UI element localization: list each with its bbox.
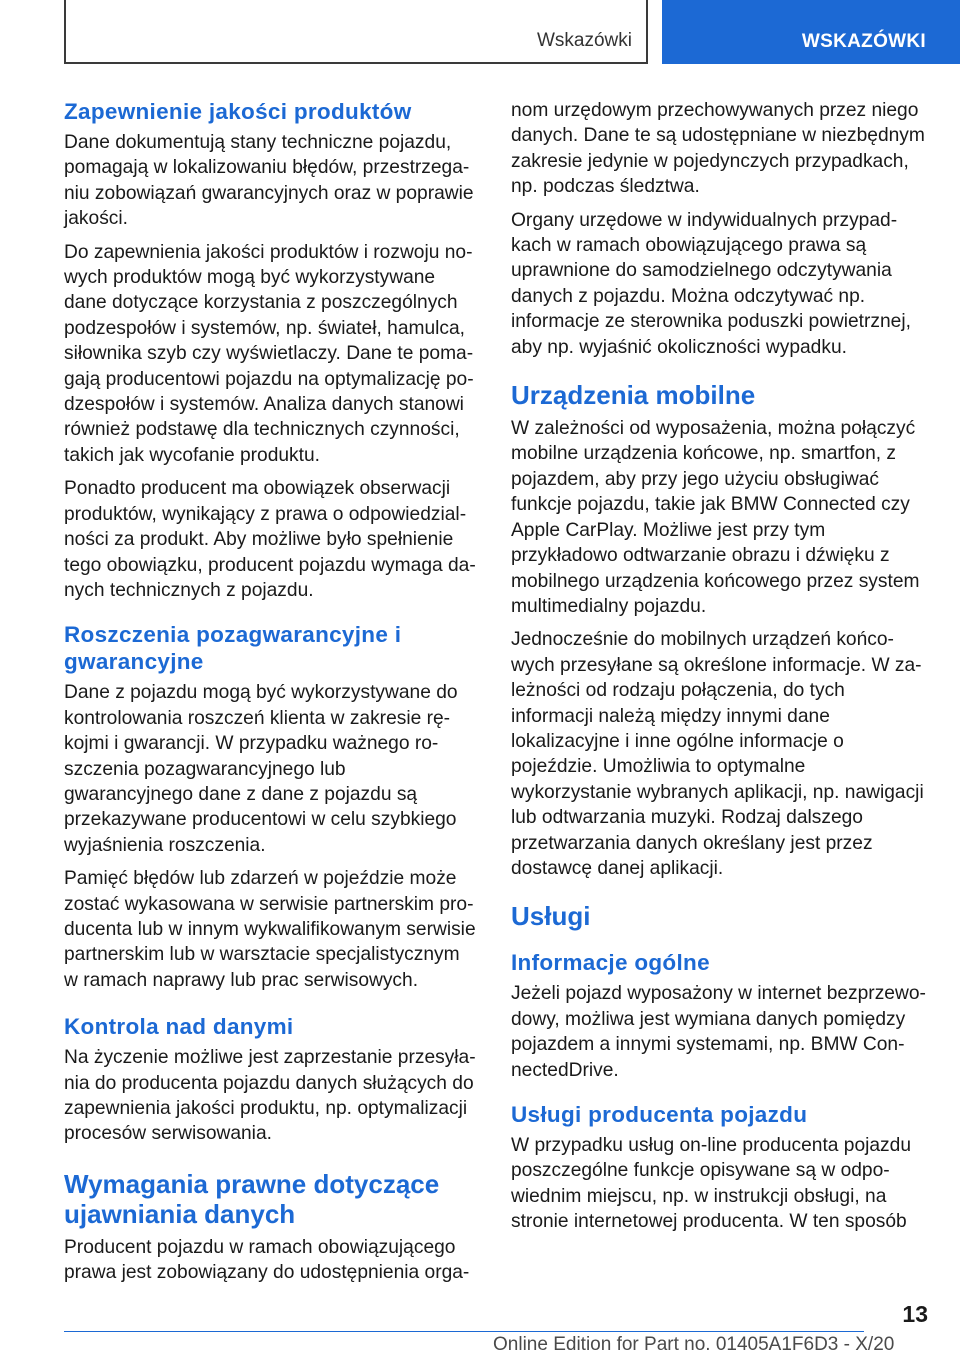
paragraph: Dane z pojazdu mogą być wykorzystywane do kontrolowania roszczeń klienta w zakresie rękojmi i gwarancji. W przypadku ważnego roszczenia pozagwarancyjnego lub gwarancyjnego dane z dane z pojazdu są przekazywane producentowi w celu szybkiego wyjaśnienia roszczenia. [64,682,458,856]
heading-services: Usługi [511,901,591,932]
section-label: Wskazówki [536,30,632,51]
heading-mobile-devices: Urządzenia mobilne [511,380,756,411]
right-column [511,98,929,1243]
paragraph: Jednocześnie do mobilnych urządzeń końcowych przesyłane są określone informacje. W zależności od rodzaju połączenia, do tych informacji należą między innymi dane lokalizacyjne i inne ogólne informacje o pojeździe. Umożliwia to optymalne wykorzystanie wybranych aplikacji, np. nawigacji lub odtwarzania muzyki. Rodzaj dalszego przetwarzania danych określany jest przez dostawcę danej aplikacji. [511,629,924,879]
paragraph: Ponadto producent ma obowiązek obserwacji produktów, wynikający z prawa o odpowiedzialności za produkt. Aby możliwe było spełnienie tego obowiązku, producent pojazdu wymaga danych technicznych z pojazdu. [64,478,476,601]
paragraph: Pamięć błędów lub zdarzeń w pojeździe może zostać wykasowana w serwisie partnerskim producenta lub w innym wykwalifikowanym serwisie partnerskim lub w warsztacie specjalistycznym w ramach naprawy lub prac serwisowych. [64,868,476,991]
paragraph: W zależności od wyposażenia, można połączyć mobilne urządzenia końcowe, np. smartfon, z pojazdem, aby przy jego użyciu obsługiwać funkcje pojazdu, takie jak BMW Connected czy Apple CarPlay. Możliwe jest przy tym przykładowo odtwarzanie obrazu i dźwięku z mobilnego urządzenia końcowego przez system multimedialny pojazdu. [511,418,920,617]
section-tab[interactable] [662,0,960,64]
heading-legal-requirements: Wymagania prawne dotyczące ujawniania danych [64,1168,440,1229]
paragraph: Do zapewnienia jakości produktów i rozwoju nowych produktów mogą być wykorzystywane dane dotyczące korzystania z poszczególnych podzespołów i systemów, np. świateł, hamulca, siłownika szyb czy wyświetlaczy. Dane te pomagają producentowi pojazdu na optymalizację podzespołów i systemów. Analiza danych stanowi również podstawę dla technicznych czynności, takich jak wycofanie produktu. [64,241,474,466]
paragraph: nom urzędowym przechowywanych przez niego danych. Dane te są udostępniane w niezbędnym zakresie jedynie w pojedynczych przypadkach, np. podczas śledztwa. [511,100,925,198]
heading-data-control: Kontrola nad danymi [64,1014,294,1040]
left-column [64,98,478,1294]
paragraph: Na życzenie możliwe jest zaprzestanie przesyłania do producenta pojazdu danych służących do zapewnienia jakości produktu, np. optymalizacji procesów serwisowania. [64,1047,476,1145]
paragraph: W przypadku usług on-line producenta pojazdu poszczególne funkcje opisywane są w odpowiednim miejscu, np. w instrukcji obsługi, na stronie internetowej producenta. W ten sposób [511,1135,911,1233]
footer-divider [64,1331,864,1332]
page-number: 13 [902,1301,928,1327]
heading-product-quality: Zapewnienie jakości produktów [64,99,412,124]
paragraph: Producent pojazdu w ramach obowiązującego prawa jest zobowiązany do udostępnienia orga- [64,1236,470,1284]
heading-producer-services: Usługi producenta pojazdu [511,1102,808,1127]
heading-general-info: Informacje ogólne [511,950,710,976]
header-frame [64,0,648,64]
heading-warranty-claims: Roszczenia pozagwarancyjne i gwarancyjne [64,622,402,675]
paragraph: Jeżeli pojazd wyposażony w internet bezprzewodowy, możliwa jest wymiana danych pomiędzy pojazdem a innymi systemami, np. BMW ConnectedDrive. [511,983,926,1081]
paragraph: Organy urzędowe w indywidualnych przypadkach w ramach obowiązującego prawa są uprawnione do samodzielnego odczytywania danych z pojazdu. Można odczytywać np. informacje ze sterownika poduszki powietrznej, aby np. wyjaśnić okoliczności wypadku. [511,209,911,358]
footer-edition-text: Online Edition for Part no. 01405A1F6D3 - X/20 [493,1334,895,1355]
paragraph: Dane dokumentują stany techniczne pojazdu, pomagają w lokalizowaniu błędów, przestrzeganiu zobowiązań gwarancyjnych oraz w poprawie jakości. [64,132,474,230]
section-tab-label: WSKAZÓWKI [801,31,926,52]
